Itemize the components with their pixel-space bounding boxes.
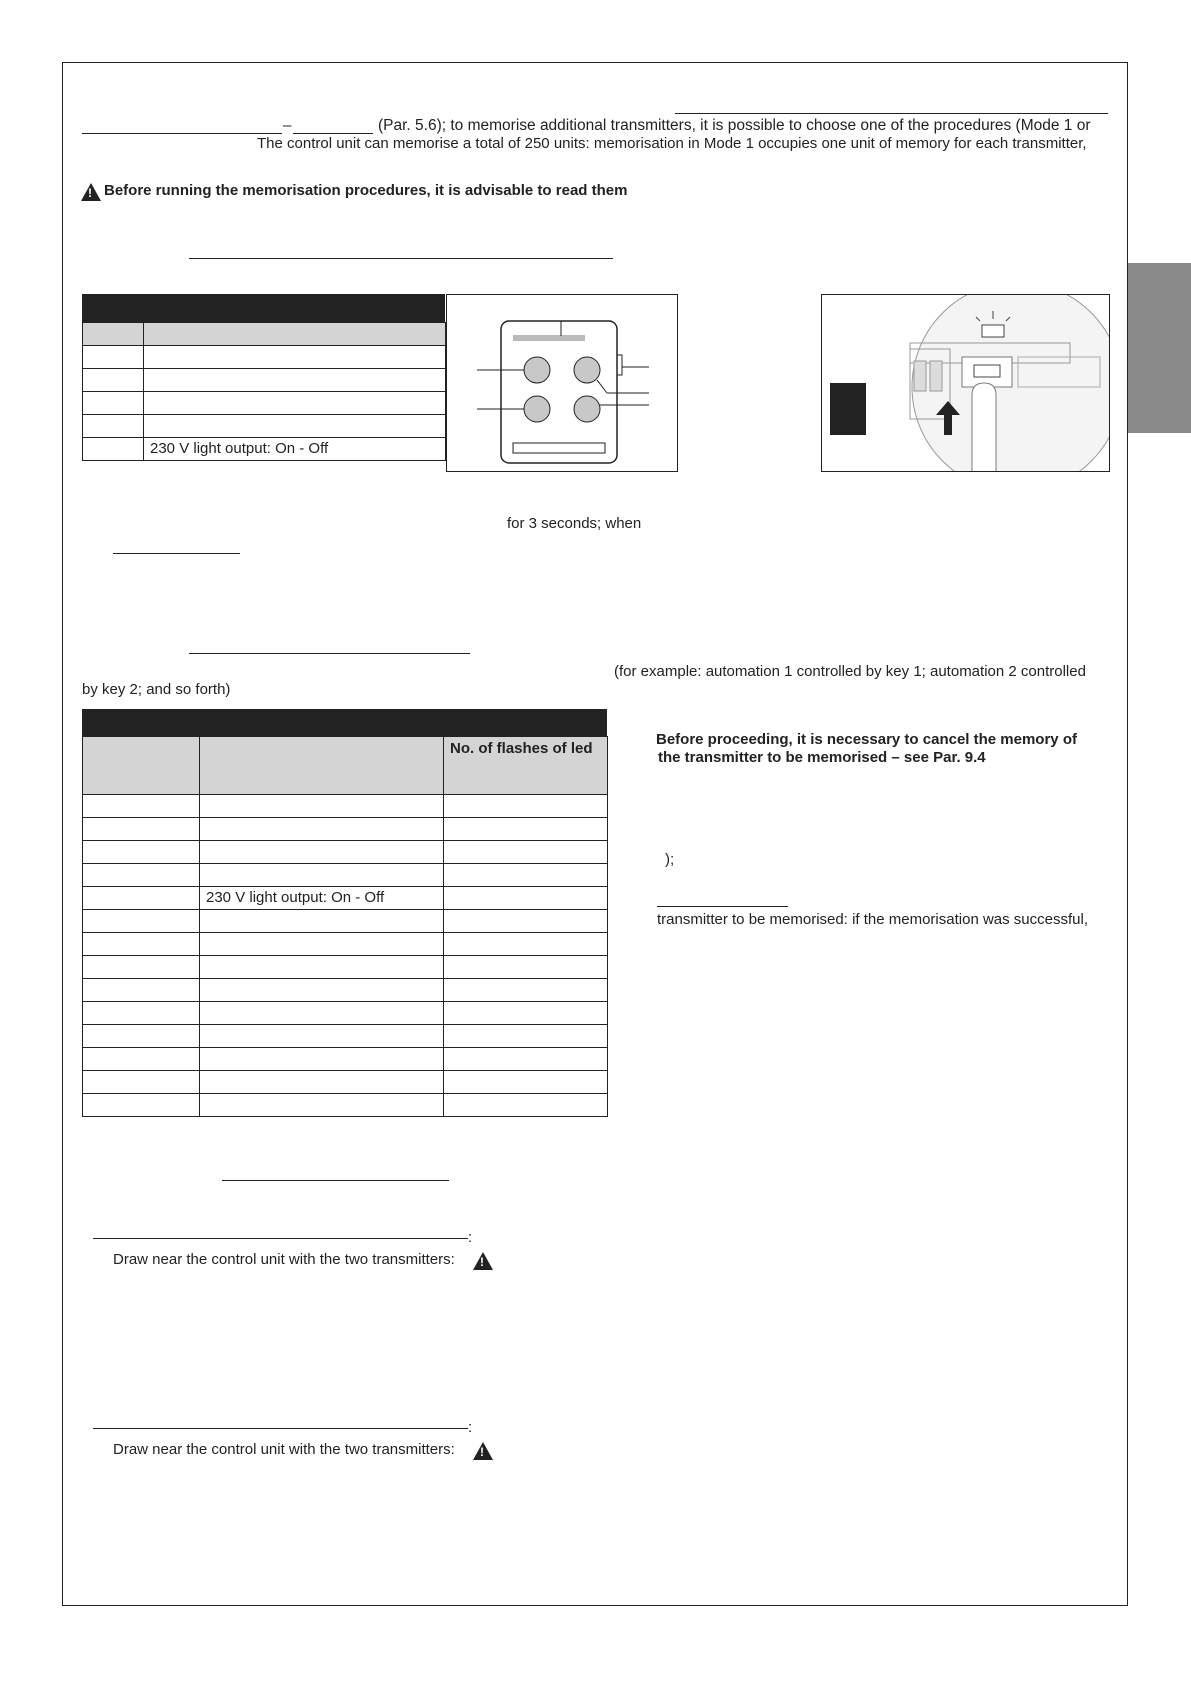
- rule: [189, 653, 470, 654]
- draw-near-text: Draw near the control unit with the two transmitters:: [113, 1251, 455, 1268]
- example-line: (for example: automation 1 controlled by key 1; automation 2 controlled: [614, 663, 1086, 680]
- table1: [82, 322, 446, 461]
- rule: [82, 133, 282, 134]
- table-row: [83, 1048, 608, 1071]
- transmitter-figure: [446, 294, 678, 472]
- table-row: 230 V light output: On - Off: [83, 438, 446, 461]
- table-row: [83, 323, 446, 346]
- table-row: 230 V light output: On - Off: [83, 887, 608, 910]
- control-unit-figure: [821, 294, 1110, 472]
- bold-note-2: the transmitter to be memorised – see Par. 9.4: [658, 749, 986, 766]
- table-row: [83, 1094, 608, 1117]
- table-row: [83, 737, 608, 795]
- table-row: [83, 956, 608, 979]
- three-seconds-text: for 3 seconds; when: [507, 515, 642, 532]
- colon: :: [468, 1419, 473, 1436]
- table-row: [83, 818, 608, 841]
- table-row: [83, 346, 446, 369]
- warning-text: Before running the memorisation procedures, it is advisable to read them: [104, 182, 628, 199]
- rule: [293, 133, 373, 134]
- table2: [82, 736, 608, 1117]
- rule: [93, 1428, 468, 1429]
- top-line-1: (Par. 5.6); to memorise additional transmitters, it is possible to choose one of the procedures (Mode 1 or: [378, 117, 1091, 134]
- warning-icon: [473, 1252, 493, 1270]
- table-row: [83, 392, 446, 415]
- dash: –: [283, 117, 292, 134]
- rule: [113, 553, 240, 554]
- draw-near-text: Draw near the control unit with the two transmitters:: [113, 1441, 455, 1458]
- paren-text: );: [665, 851, 675, 868]
- rule: [657, 906, 788, 907]
- table-row: [83, 795, 608, 818]
- transmitter-icon: [447, 295, 677, 471]
- chapter-tab: [1128, 263, 1191, 433]
- flashes-header: No. of flashes of led: [444, 737, 608, 795]
- table-row: [83, 910, 608, 933]
- table-row: [83, 415, 446, 438]
- table-row: [83, 1025, 608, 1048]
- colon: :: [468, 1229, 473, 1246]
- table-row: [83, 1071, 608, 1094]
- table2-header: [82, 709, 607, 736]
- table-row: [83, 841, 608, 864]
- rule: [222, 1180, 449, 1181]
- table-row: [83, 1002, 608, 1025]
- warning-icon: [81, 183, 101, 201]
- control-unit-icon: [822, 295, 1109, 471]
- rule: [189, 258, 613, 259]
- example-continuation: by key 2; and so forth): [82, 681, 231, 698]
- table-row: [83, 979, 608, 1002]
- bold-note: Before proceeding, it is necessary to cancel the memory of: [656, 731, 1077, 748]
- table1-header: [82, 294, 445, 322]
- table-row: [83, 933, 608, 956]
- top-line-2: The control unit can memorise a total of 250 units: memorisation in Mode 1 occupies one unit of memory for each transmitter,: [257, 135, 1087, 152]
- memorised-line: transmitter to be memorised: if the memorisation was successful,: [657, 911, 1088, 928]
- table-row: [83, 864, 608, 887]
- table-row: [83, 369, 446, 392]
- warning-icon: [473, 1442, 493, 1460]
- rule: [675, 113, 1108, 114]
- rule: [93, 1238, 468, 1239]
